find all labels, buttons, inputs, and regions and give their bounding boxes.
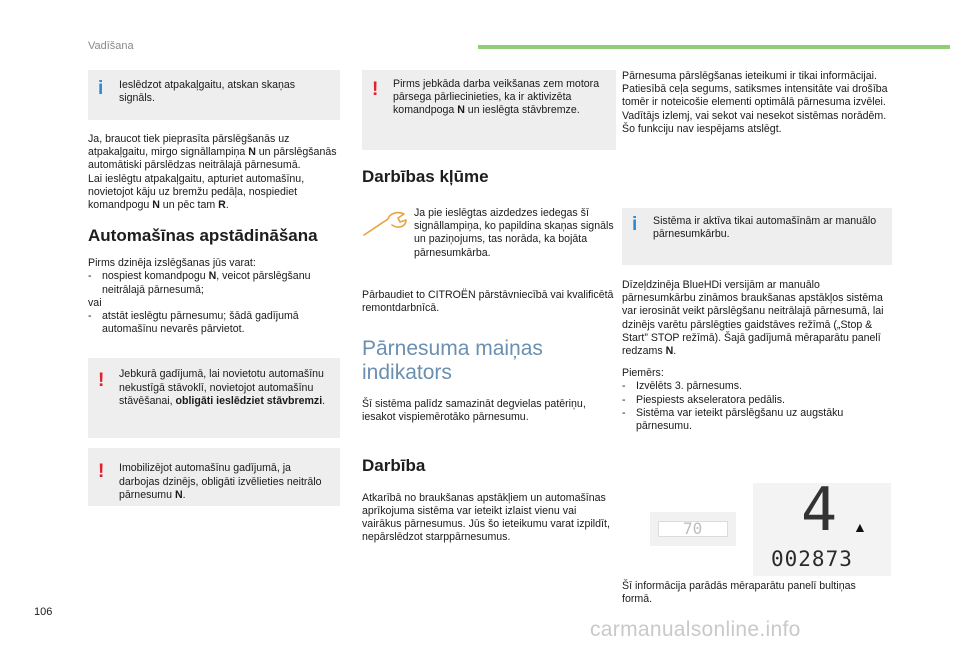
paragraph-stopping: Pirms dzinēja izslēgšanas jūs varat: - nospiest komandpogu N, veicot pārslēgšanu neitrālajā pārnesumā; vai - atstāt ieslēgtu pārnesumu; šādā gadījumā automašīnu nevarēs pārvietot. — [88, 257, 311, 336]
warning-box-immobilise: ! Imobilizējot automašīnu gadījumā, ja darbojas dzinējs, obligāti izvēlieties neitrālo pārnesumu N. — [88, 448, 340, 506]
paragraph-operation: Atkarībā no braukšanas apstākļiem un automašīnas aprīkojuma sistēma var ieteikt izlaist vienu vai vairākus pārnesumus. Jūs šo ieteikumu varat izpildīt, nepārslēdzot starppārnesumus. — [362, 491, 610, 544]
heading-stopping: Automašīnas apstādināšana — [88, 226, 318, 246]
column-2 — [362, 70, 616, 544]
watermark: carmanualsonline.info — [590, 618, 801, 641]
warning-box-parking: ! Jebkurā gadījumā, lai novietotu automašīnu nekustīgā stāvoklī, novietojot automašīnu stāvēšanai, obligāti ieslēdziet stāvbremzi. — [88, 358, 340, 438]
paragraph-indicator: Šī sistēma palīdz samazināt degvielas patēriņu, iesakot vispiemērotāko pārnesumu. — [362, 398, 586, 424]
heading-malfunction: Darbības kļūme — [362, 167, 489, 186]
gear-readout: 4 — [801, 475, 838, 545]
info-icon: i — [98, 78, 104, 99]
column-3 — [622, 70, 892, 433]
speed-display — [650, 512, 736, 546]
paragraph-check: Pārbaudiet to CITROËN pārstāvniecībā vai kvalificētā remontdarbnīcā. — [362, 288, 614, 315]
heading-gear-indicator: Pārnesuma maiņas indikators — [362, 337, 543, 385]
paragraph-advice: Pārnesuma pārslēgšanas ieteikumi ir tikai informācijai. Patiesībā ceļa segums, satiksmes intensitāte vai drošība tomēr ir noteicošie elementi optimālā pārnesuma izvēlei. Vadītājs izlemj, vai sekot vai nesekot sistēmas norādēm. Šo funkciju nav iespējams atslēgt. — [622, 70, 888, 135]
display-caption: Šī informācija parādās mēraparātu panelī bultiņas formā. — [622, 580, 856, 606]
paragraph-reverse: Ja, braucot tiek pieprasīta pārslēgšanās uz atpakaļgaitu, mirgo signāllampiņa N un pārslēgšanās automātiski pārslēdzas neitrālajā pārnesumā. Lai ieslēgtu atpakaļgaitu, apturiet automašīnu, novietojot kāju uz bremžu pedāļa, nospiediet komandpogu N un pēc tam R. — [88, 133, 337, 212]
paragraph-bluehdi: Dīzeļdzinēja BlueHDi versijām ar manuālo pārnesumkārbu zināmos braukšanas apstākļos sistēma var ierosināt veikt pārslēgšanu neitrālajā pārnesumā, lai dzinējs varētu pārslēgties gaidstāves režīmā („Stop & Start” STOP režīmā). Šajā gadījumā mēraparātu panelī redzams N. — [622, 279, 884, 358]
info-box-reverse: i Ieslēdzot atpakaļgaitu, atskan skaņas signāls. — [88, 70, 340, 120]
info-icon: i — [632, 214, 638, 236]
warning-icon: ! — [98, 461, 105, 483]
warning-icon: ! — [98, 370, 105, 392]
shift-up-arrow-icon: ▲ — [853, 519, 867, 535]
paragraph-example: Piemērs: - Izvēlēts 3. pārnesums. - Piespiests akseleratora pedālis. - Sistēma var ieteikt pārslēgšanu uz augstāku pārnesumu. — [622, 367, 844, 433]
info-box-manual: i Sistēma ir aktīva tikai automašīnām ar manuālo pārnesumkārbu. — [622, 208, 892, 265]
odometer-readout: 002873 — [771, 547, 853, 571]
warning-box-bonnet: ! Pirms jebkāda darba veikšanas zem motora pārsega pārliecinieties, ka ir aktivizēta komandpoga N un ieslēgta stāvbremze. — [362, 70, 616, 150]
paragraph-fault: Ja pie ieslēgtas aizdedzes iedegas šī signāllampiņa, ko papildina skaņas signāls un paziņojums, tas norāda, ka bojāta pārnesumkārba. — [362, 207, 616, 260]
header-bar — [478, 45, 950, 49]
header-title: Vadīšana — [88, 40, 134, 52]
warning-icon: ! — [372, 79, 379, 100]
wrench-icon — [362, 211, 408, 237]
column-1 — [88, 70, 340, 506]
page-number: 106 — [34, 606, 53, 618]
gear-display — [753, 475, 891, 576]
speed-readout: 70 — [683, 519, 703, 538]
heading-operation: Darbība — [362, 455, 426, 475]
